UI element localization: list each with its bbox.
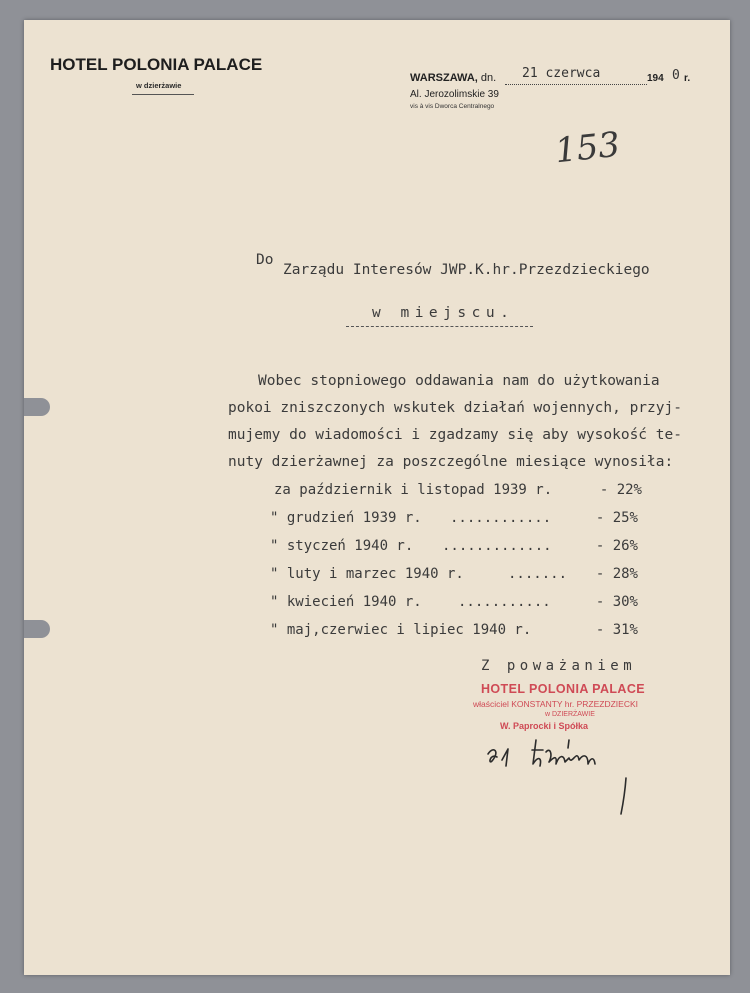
city-name: WARSZAWA, [410,72,478,84]
schedule-percent: - 25% [595,510,638,526]
schedule-percent: - 30% [595,594,638,610]
schedule-percent: - 28% [595,566,638,582]
schedule-row [270,566,638,586]
schedule-label: " luty i marzec 1940 r. [270,566,464,582]
letterhead-divider [132,94,194,95]
paper-tear [24,398,50,416]
schedule-row [270,622,638,642]
schedule-label: " styczeń 1940 r. [270,538,414,554]
signature [480,730,650,820]
schedule-row [270,510,638,530]
location-underline [346,326,533,327]
year-digit: 0 [672,68,680,83]
folio-number: 153 [553,124,622,172]
recipient-name: Zarządu Interesów JWP.K.hr.Przezdzieckiego [283,262,650,278]
recipient-location: w miejscu. [372,305,515,321]
schedule-percent: - 31% [595,622,638,638]
schedule-row [274,482,642,502]
address-subline: vis à vis Dworca Centralnego [410,103,495,110]
schedule-percent: - 22% [599,482,642,498]
recipient-do: Do [256,252,274,268]
dn-label: dn. [480,72,497,84]
hotel-name: HOTEL POLONIA PALACE [50,55,263,74]
closing: Z poważaniem [481,658,637,674]
year-prefix: 194 [647,73,664,84]
body-line: Wobec stopniowego oddawania nam do użytkowania [258,373,660,389]
schedule-label: " kwiecień 1940 r. [270,594,422,610]
schedule-dots: ....... [508,566,568,582]
schedule-label: " maj,czerwiec i lipiec 1940 r. [270,622,532,638]
date-underline [505,84,647,85]
schedule-dots: ........... [458,594,551,610]
body-line: mujemy do wiadomości i zgadzamy się aby wysokość te- [228,427,682,443]
schedule-row [270,594,638,614]
paper-tear [24,620,50,638]
city-label [410,72,496,84]
stamp-line-3: w DZIERŻAWIE [545,711,595,718]
stamp-line-4: W. Paprocki i Spółka [500,721,589,731]
body-line: pokoi zniszczonych wskutek działań wojennych, przyj- [228,400,682,416]
date-value: 21 czerwca [522,66,601,81]
year-suffix: r. [684,73,691,84]
schedule-label: za październik i listopad 1939 r. [274,482,553,498]
address: Al. Jerozolimskie 39 [410,89,499,100]
lease-subtitle: w dzierżawie [136,81,182,90]
schedule-label: " grudzień 1939 r. [270,510,422,526]
body-line: nuty dzierżawnej za poszczególne miesiące wynosiła: [228,454,674,470]
stamp-line-1: HOTEL POLONIA PALACE [481,682,646,696]
stamp-line-2: właściciel KONSTANTY hr. PRZEZDZIECKI [473,699,638,709]
schedule-dots: ............. [442,538,552,554]
schedule-row [270,538,638,558]
schedule-percent: - 26% [595,538,638,554]
schedule-dots: ............ [450,510,552,526]
